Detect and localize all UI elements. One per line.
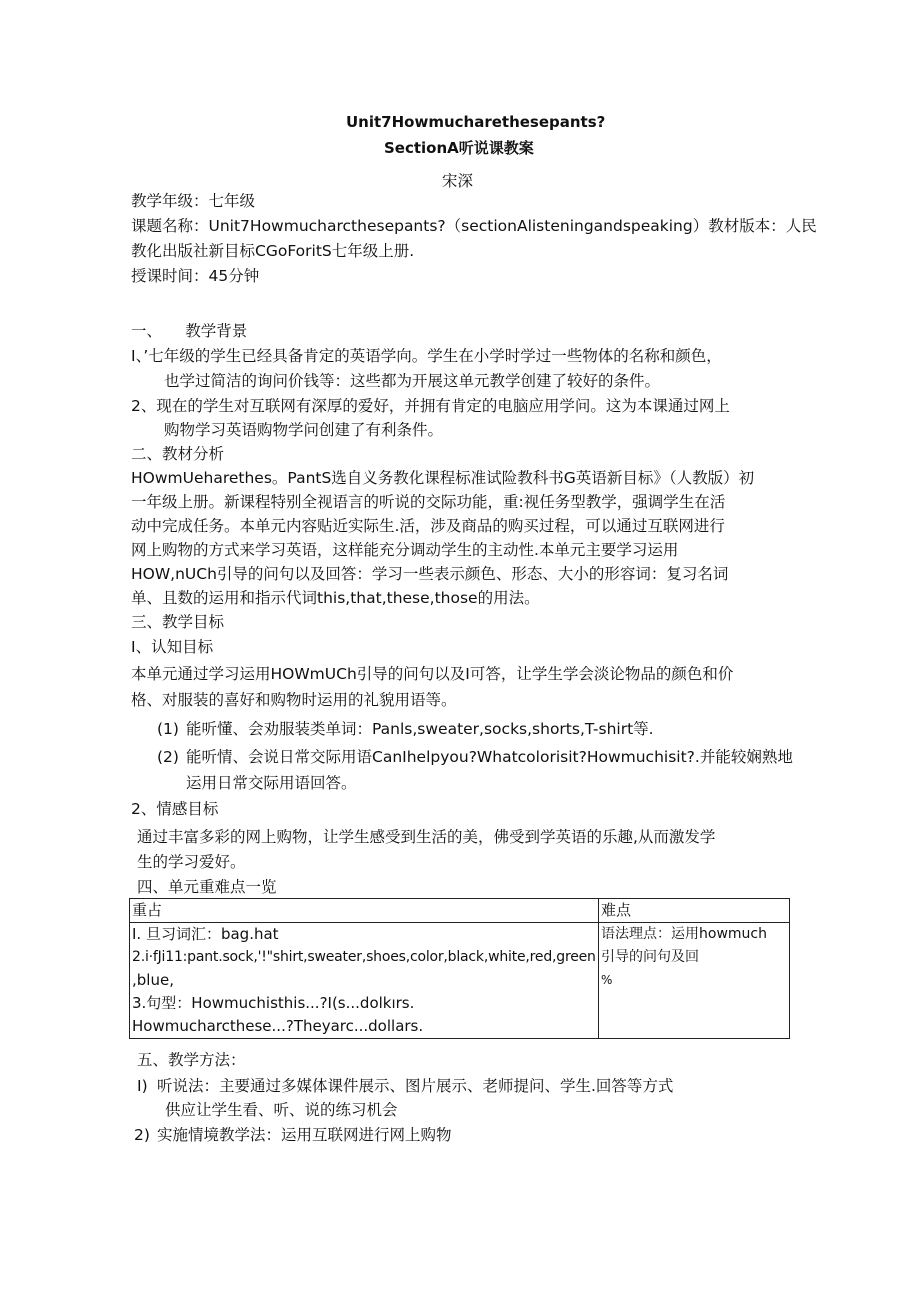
key-point-line: 3.句型：Howmuchisthis...?I(s...dolkırs.: [132, 994, 415, 1012]
analysis-line: HOwmUeharethes。PantS选自义务教化课程标准试险教科书G英语新目标》（人教版）初: [131, 469, 755, 487]
info-grade: 教学年级：七年级: [131, 192, 256, 210]
section-analysis-heading: 二、教材分析: [131, 445, 225, 463]
analysis-line: 单、且数的运用和指示代词this,that,these,those的用法。: [131, 589, 540, 607]
analysis-line: 网上购物的方式来学习英语，这样能充分调动学生的主动性.本单元主要学习运用: [131, 541, 679, 559]
goals-emotional-line1: 通过丰富多彩的网上购物，让学生感受到生活的美，佛受到学英语的乐趣,从而激发学: [137, 828, 716, 846]
background-item1-line2: 也学过简洁的询问价钱等：这些都为开展这单元教学创建了较好的条件。: [164, 372, 661, 390]
goals-item1-number: (1): [157, 720, 179, 738]
table-header-difficult: 难点: [599, 899, 790, 923]
background-item2-line1: 2、现在的学生对互联网有深厚的爱好，并拥有肯定的电脑应用学问。这为本课通过网上: [131, 397, 730, 415]
section-background-heading: 一、 教学背景: [131, 322, 248, 340]
keypoints-table: [129, 898, 790, 1039]
background-item2-line2: 购物学习英语购物学问创建了有利条件。: [164, 421, 444, 439]
methods-item1-line2: 供应让学生看、听、说的练习机会: [165, 1101, 398, 1119]
goals-item2-line2: 运用日常交际用语回答。: [186, 774, 357, 792]
table-header-key: 重占: [130, 899, 599, 923]
analysis-line: 动中完成任务。本单元内容贴近实际生.活，涉及商品的购买过程，可以通过互联网进行: [131, 517, 725, 535]
methods-item1-line1: 听说法：主要通过多媒体课件展示、图片展示、老师提问、学生.回答等方式: [157, 1077, 674, 1095]
info-duration: 授课时间：45分钟: [131, 267, 260, 285]
methods-item2-text: 实施情境教学法：运用互联网进行网上购物: [157, 1126, 452, 1144]
methods-item1-number: I): [137, 1077, 148, 1095]
key-point-line: ,blue,: [132, 971, 174, 989]
goals-cognitive-line2: 格、对服装的喜好和购物时运用的礼貌用语等。: [131, 691, 457, 709]
doc-title: Unit7Howmucharethesepants?: [346, 113, 606, 131]
key-point-line: 2.i·fJi11:pant.sock,'!"shirt,sweater,shoes,color,black,white,red,green: [132, 949, 596, 965]
table-header-row: [130, 899, 790, 923]
table-cell-key-points: [130, 923, 599, 1039]
analysis-line: 一年级上册。新课程特别全视语言的听说的交际功能，重:视任务型教学，强调学生在活: [131, 493, 726, 511]
table-row: [130, 923, 790, 1039]
methods-item2-number: 2): [134, 1126, 150, 1144]
section-goals-heading: 三、教学目标: [131, 613, 225, 631]
section-keypoints-heading: 四、单元重难点一览: [137, 878, 277, 896]
goals-item2-number: (2): [157, 748, 179, 766]
info-topic-line1: 课题名称：Unit7Howmucharcthesepants?（sectionAlisteningandspeaking）教材版本：人民: [131, 217, 817, 235]
goals-item1-text: 能听懂、会劝服装类单词：Panls,sweater,socks,shorts,T-shirt等.: [186, 720, 654, 738]
goals-cognitive-heading: I、认知目标: [131, 638, 214, 656]
section-methods-heading: 五、教学方法：: [137, 1051, 246, 1069]
analysis-line: HOW,nUCh引导的问句以及回答：学习一些表示颜色、形态、大小的形容词：复习名词: [131, 565, 729, 583]
table-cell-difficult-points: [599, 923, 790, 1039]
goals-emotional-heading: 2、情感目标: [131, 800, 219, 818]
goals-emotional-line2: 生的学习爱好。: [137, 853, 246, 871]
difficult-point-line: 语法理点：运用howmuch: [601, 926, 767, 942]
goals-item2-line1: 能听情、会说日常交际用语CanIhelpyou?Whatcolorisit?Howmuchisit?.并能较娴熟地: [186, 748, 793, 766]
background-item1-line1: I、’七年级的学生已经具备肯定的英语学向。学生在小学时学过一些物体的名称和颜色，: [131, 347, 722, 365]
doc-author: 宋深: [442, 172, 474, 190]
goals-cognitive-line1: 本单元通过学习运用HOWmUCh引导的问句以及I可答，让学生学会淡论物品的颜色和价: [131, 665, 734, 683]
difficult-point-line: 引导的问句及回: [601, 949, 699, 965]
key-point-line: Howmucharcthese...?Theyarc...dollars.: [132, 1017, 424, 1035]
difficult-point-line: %: [601, 973, 613, 987]
info-topic-line2: 教化出版社新目标CGoForitS七年级上册.: [131, 242, 415, 260]
doc-subtitle: SectionA听说课教案: [384, 139, 534, 157]
key-point-line: I. 旦习词汇：bag.hat: [132, 925, 279, 943]
